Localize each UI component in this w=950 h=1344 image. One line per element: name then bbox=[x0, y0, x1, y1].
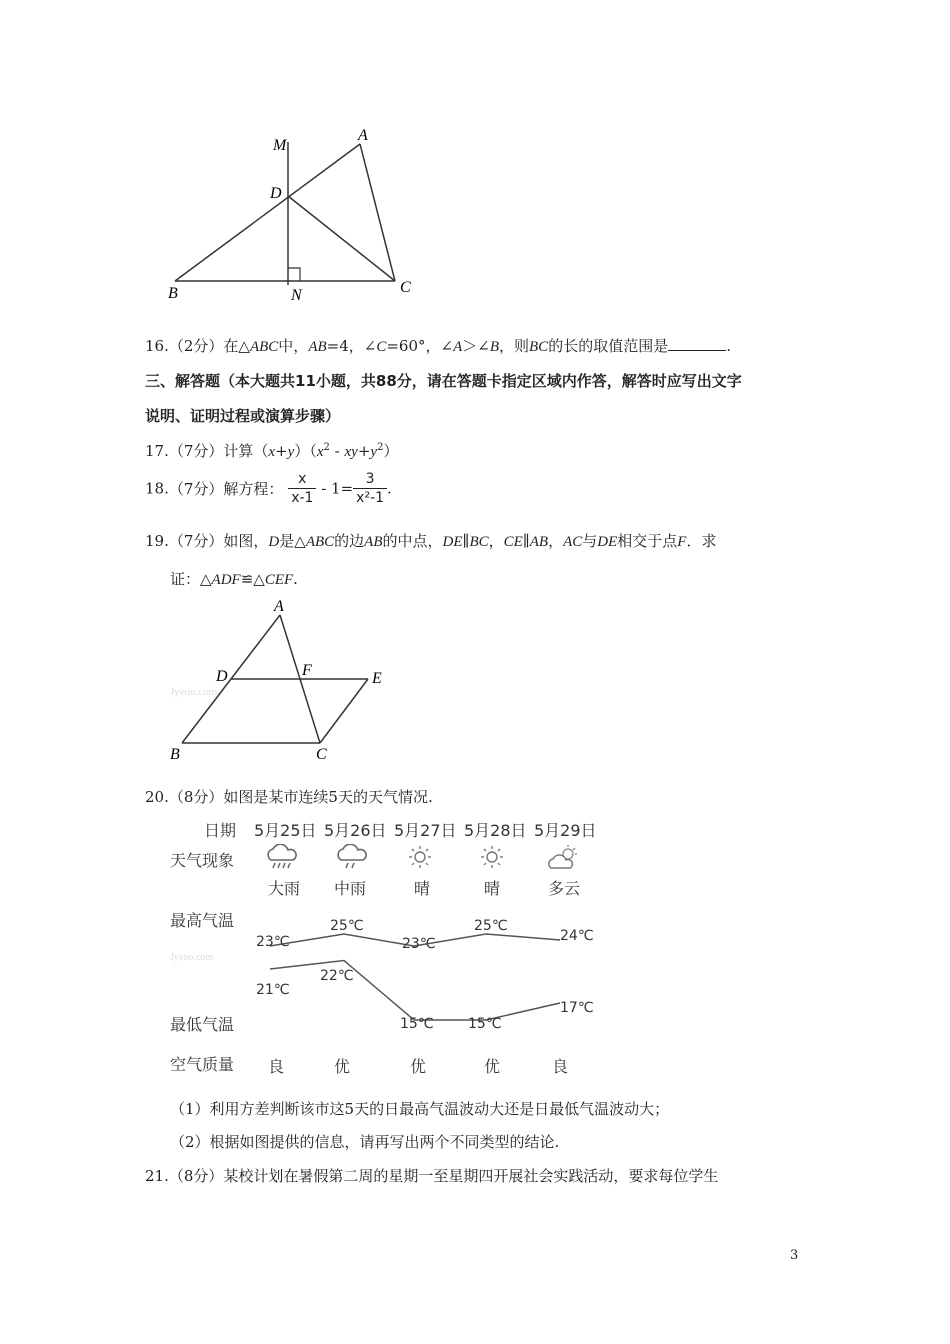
text: 的长的取值范围是 bbox=[548, 337, 669, 355]
var: y bbox=[370, 444, 378, 460]
weather-chart bbox=[160, 812, 620, 1082]
high-temp-label-4: 25℃ bbox=[474, 918, 508, 934]
parallelogram-figure-19 bbox=[160, 595, 400, 765]
air-quality-5: 良 bbox=[552, 1057, 569, 1076]
condition-5: 多云 bbox=[548, 879, 581, 898]
date-3: 5月27日 bbox=[394, 821, 457, 840]
low-temp-label-3: 15℃ bbox=[400, 1016, 434, 1032]
watermark: Jyeoo.com bbox=[170, 686, 218, 698]
text: ， bbox=[488, 532, 504, 550]
fraction-3-over-x2-minus-1 bbox=[353, 470, 387, 507]
text: ， bbox=[548, 532, 564, 550]
air-quality-4: 优 bbox=[484, 1057, 501, 1076]
text: . bbox=[293, 570, 298, 588]
q-number: 18. bbox=[145, 479, 169, 498]
var: B bbox=[489, 339, 499, 355]
low-temp-label-2: 22℃ bbox=[320, 968, 354, 984]
text: ） bbox=[383, 442, 399, 460]
condition-4: 晴 bbox=[484, 879, 501, 898]
text: ）（ bbox=[294, 442, 317, 460]
low-temp-line bbox=[270, 961, 560, 1021]
text: . bbox=[387, 479, 392, 498]
q-number: 21. bbox=[145, 1167, 169, 1185]
text: ，则 bbox=[499, 337, 530, 355]
label-m: M bbox=[273, 137, 287, 154]
date-2: 5月26日 bbox=[324, 821, 387, 840]
q-number: 20. bbox=[145, 788, 169, 806]
low-temp-label-5: 17℃ bbox=[560, 1000, 594, 1016]
text: =4，∠ bbox=[326, 337, 377, 355]
label-a: A bbox=[358, 127, 368, 144]
watermark: Jyeoo.com bbox=[170, 952, 214, 963]
date-5: 5月29日 bbox=[534, 821, 597, 840]
high-temp-label-1: 23℃ bbox=[256, 934, 290, 950]
line-ce bbox=[320, 679, 368, 743]
label-e: E bbox=[372, 670, 382, 687]
temperature-lines bbox=[160, 812, 620, 1082]
text: + bbox=[275, 442, 288, 460]
q-number: 16. bbox=[145, 337, 169, 355]
var: AB bbox=[364, 534, 383, 550]
condition-3: 晴 bbox=[414, 879, 431, 898]
question-20 bbox=[145, 786, 433, 807]
question-21 bbox=[145, 1165, 718, 1186]
row-label-phenomenon: 天气现象 bbox=[170, 851, 235, 870]
date-4: 5月28日 bbox=[464, 821, 527, 840]
q-number: 17. bbox=[145, 442, 169, 460]
label-d: D bbox=[270, 185, 282, 202]
text: 如图， bbox=[223, 532, 269, 550]
text: 解方程： bbox=[223, 480, 284, 498]
var: AC bbox=[563, 534, 583, 550]
var: A bbox=[453, 339, 463, 355]
var: xy bbox=[344, 444, 358, 460]
text: 的边 bbox=[334, 532, 365, 550]
line-ba bbox=[175, 144, 360, 281]
label-c: C bbox=[400, 279, 411, 296]
section-3-header-line2: 说明、证明过程或演算步骤） bbox=[145, 407, 341, 425]
page-number: 3 bbox=[790, 1248, 799, 1263]
high-temp-label-3: 23℃ bbox=[402, 936, 436, 952]
text: 的中点， bbox=[382, 532, 443, 550]
text: . bbox=[726, 337, 731, 355]
text: 相交于点 bbox=[617, 532, 678, 550]
low-temp-label-1: 21℃ bbox=[256, 982, 290, 998]
text: ∥ bbox=[462, 532, 470, 550]
q-number: 19. bbox=[145, 532, 169, 550]
text: 某校计划在暑假第二周的星期一至星期四开展社会实践活动，要求每位学生 bbox=[223, 1167, 719, 1185]
text: ≌△ bbox=[240, 570, 265, 588]
text: 与 bbox=[582, 532, 598, 550]
question-19-line2 bbox=[170, 568, 298, 589]
q-score: （2分） bbox=[168, 337, 224, 355]
q-score: （7分） bbox=[168, 532, 224, 550]
q-score: （8分） bbox=[168, 1167, 224, 1185]
label-f: F bbox=[302, 662, 312, 679]
var: AB bbox=[529, 534, 549, 550]
text: ＞∠ bbox=[462, 337, 490, 355]
var: DE bbox=[597, 534, 618, 550]
question-17 bbox=[145, 440, 398, 461]
var: C bbox=[376, 339, 387, 355]
low-temp-label-4: 15℃ bbox=[468, 1016, 502, 1032]
row-label-high: 最高气温 bbox=[170, 911, 235, 930]
q-score: （7分） bbox=[168, 442, 224, 460]
text: 证：△ bbox=[170, 570, 212, 588]
numerator: x bbox=[288, 470, 316, 489]
row-label-air: 空气质量 bbox=[170, 1055, 235, 1074]
var: D bbox=[268, 534, 280, 550]
text: 计算（ bbox=[223, 442, 269, 460]
var: x bbox=[316, 444, 324, 460]
var: x bbox=[268, 444, 276, 460]
var: CEF bbox=[264, 572, 294, 588]
text: 是△ bbox=[279, 532, 306, 550]
numerator: 3 bbox=[353, 470, 387, 489]
condition-2: 中雨 bbox=[334, 879, 367, 898]
exponent: 2 bbox=[377, 442, 384, 453]
air-quality-1: 良 bbox=[268, 1057, 285, 1076]
date-1: 5月25日 bbox=[254, 821, 317, 840]
label-c: C bbox=[316, 746, 327, 763]
exponent: 2 bbox=[323, 442, 330, 453]
denominator: x-1 bbox=[291, 490, 314, 506]
right-angle-mark bbox=[288, 268, 300, 281]
high-temp-label-2: 25℃ bbox=[330, 918, 364, 934]
var: DE bbox=[442, 534, 463, 550]
label-a: A bbox=[274, 598, 284, 615]
row-label-date: 日期 bbox=[204, 821, 237, 840]
text: + bbox=[357, 442, 371, 460]
text: - 1= bbox=[316, 479, 354, 498]
text: 在△ bbox=[223, 337, 250, 355]
label-n: N bbox=[291, 287, 302, 304]
question-16 bbox=[145, 335, 731, 356]
question-20-part-2: （2）根据如图提供的信息，请再写出两个不同类型的结论. bbox=[170, 1133, 560, 1151]
air-quality-3: 优 bbox=[410, 1057, 427, 1076]
label-b: B bbox=[170, 746, 180, 763]
var: ADF bbox=[211, 572, 241, 588]
high-temp-label-5: 24℃ bbox=[560, 928, 594, 944]
q-score: （8分） bbox=[168, 788, 224, 806]
answer-blank[interactable] bbox=[668, 338, 726, 351]
var: BC bbox=[469, 534, 489, 550]
text: =60°，∠ bbox=[386, 337, 454, 355]
denominator: x²-1 bbox=[356, 490, 385, 506]
fraction-x-over-x-minus-1 bbox=[288, 470, 316, 507]
line-dc bbox=[288, 196, 395, 281]
text: ∥ bbox=[522, 532, 530, 550]
question-20-part-1: （1）利用方差判断该市这5天的日最高气温波动大还是日最低气温波动大； bbox=[170, 1100, 670, 1118]
text: ．求 bbox=[686, 532, 717, 550]
var: CE bbox=[503, 534, 523, 550]
label-b: B bbox=[168, 285, 178, 302]
line-ac bbox=[360, 144, 395, 281]
q-score: （7分） bbox=[168, 480, 224, 498]
triangle-figure-15 bbox=[160, 120, 430, 310]
text: - bbox=[329, 442, 345, 460]
label-d: D bbox=[216, 668, 228, 685]
question-18 bbox=[145, 470, 392, 507]
var: y bbox=[287, 444, 295, 460]
var: ABC bbox=[305, 534, 335, 550]
var: ABC bbox=[249, 339, 279, 355]
text: 中， bbox=[278, 337, 309, 355]
var: AB bbox=[308, 339, 327, 355]
var: BC bbox=[529, 339, 549, 355]
question-19-line1 bbox=[145, 530, 716, 551]
row-label-low: 最低气温 bbox=[170, 1015, 235, 1034]
var: F bbox=[677, 534, 687, 550]
section-3-header-line1: 三、解答题（本大题共11小题，共88分，请在答题卡指定区域内作答，解答时应写出文字 bbox=[145, 372, 742, 390]
condition-1: 大雨 bbox=[268, 879, 301, 898]
air-quality-2: 优 bbox=[334, 1057, 351, 1076]
text: 如图是某市连续5天的天气情况. bbox=[223, 788, 433, 806]
